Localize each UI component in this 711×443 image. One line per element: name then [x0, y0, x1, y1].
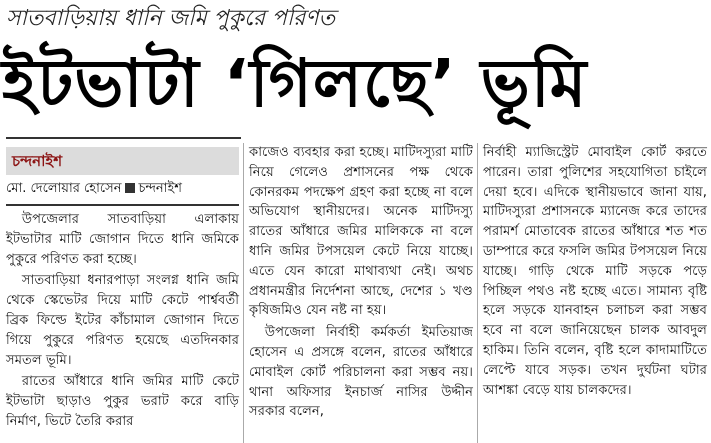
paragraph: কাজেও ব্যবহার করা হচ্ছে। মাটিদস্যুরা মাটি নিয়ে গেলেও প্রশাসনের পক্ষ থেকে কোনরকম পদক্ষেপ গ্রহণ করা হচ্ছে না বলে অভিযোগ স্থানীয়দের। অনেক মাটিদস্যু রাতের আঁধারে জমির মালিককে না বলে ধানি জমির টপসয়েল কেটে নিয়ে যাচ্ছে। এতে যেন কারো মাথাব্যথা নেই। অথচ প্রধানমন্ত্রীর নির্দেশনা আছে, দেশের ১ খণ্ড কৃষিজমিও যেন নষ্ট না হয়।	[249, 145, 473, 319]
column-divider	[477, 143, 478, 443]
article-column-2	[249, 143, 473, 424]
paragraph: রাতের আঁধারে ধানি জমির মাটি কেটে ইটভাটা ছাড়াও পুকুর ভরাট করে বাড়ি নির্মাণ, ভিটে তৈরি করার	[6, 374, 239, 429]
byline-author: মো. দেলোয়ার হোসেন	[6, 181, 122, 196]
paragraph: উপজেলা নির্বাহী কর্মকর্তা ইমতিয়াজ হোসেন এ প্রসঙ্গে বলেন, রাতের আঁধারে মোবাইল কোর্ট পরিচালনা করা সম্ভব নয়। থানা অফিসার ইনচার্জ নাসির উদ্দীন সরকার বলেন,	[249, 325, 473, 420]
paragraph: উপজেলার সাতবাড়িয়া এলাকায় ইটভাটার মাটি জোগান দিতে ধানি জমিকে পুকুরে পরিণত করা হচ্ছে।	[6, 212, 239, 267]
article-column-3	[483, 143, 707, 402]
paragraph: নির্বাহী ম্যাজিস্ট্রেট মোবাইল কোর্ট করতে পারেন। তারা পুলিশের সহযোগিতা চাইলে দেয়া হবে। এদিকে স্থানীয়ভাবে জানা যায়, মাটিদস্যুরা প্রশাসনকে ম্যানেজ করে তাদের পরামর্শ মোতাবেক রাতের আঁধারে শত শত ডাম্পারে করে ফসলি জমির টপসয়েল নিয়ে যাচ্ছে। গাড়ি থেকে মাটি সড়কে পড়ে পিচ্ছিল পথও নষ্ট হচ্ছে এতে। সামান্য বৃষ্টি হলে সড়কে যানবাহন চলাচল করা সম্ভব হবে না বলে জানিয়েছেন চালক আবদুল হাকিম। তিনি বলেন, বৃষ্টি হলে কাদামাটিতে লেপ্টে যাবে সড়ক। তখন দুর্ঘটনা ঘটার আশঙ্কা বেড়ে যায় চালকদের।	[483, 145, 707, 398]
column-divider	[243, 143, 244, 443]
article-column-1	[6, 143, 239, 434]
byline-location: চন্দনাইশ	[138, 181, 182, 196]
byline	[6, 177, 239, 201]
headline: ইটভাটা ‘গিলছে’ ভূমি	[2, 45, 588, 122]
article-body	[6, 204, 239, 432]
dateline: চন্দনাইশ	[6, 147, 239, 175]
kicker: সাতবাড়িয়ায় ধানি জমি পুকুরে পরিণত	[6, 6, 336, 31]
square-bullet-icon	[125, 183, 135, 193]
section-rule	[6, 137, 241, 139]
paragraph: সাতবাড়িয়া ধনারপাড়া সংলগ্ন ধানি জমি থেকে স্কেভেটর দিয়ে মাটি কেটে পার্শ্ববর্তী ব্রিক ফিল্ডে ইটের কাঁচামাল জোগান দিতে গিয়ে পুকুরে পরিণত হয়েছে এতদিনকার সমতল ভূমি।	[6, 273, 239, 368]
